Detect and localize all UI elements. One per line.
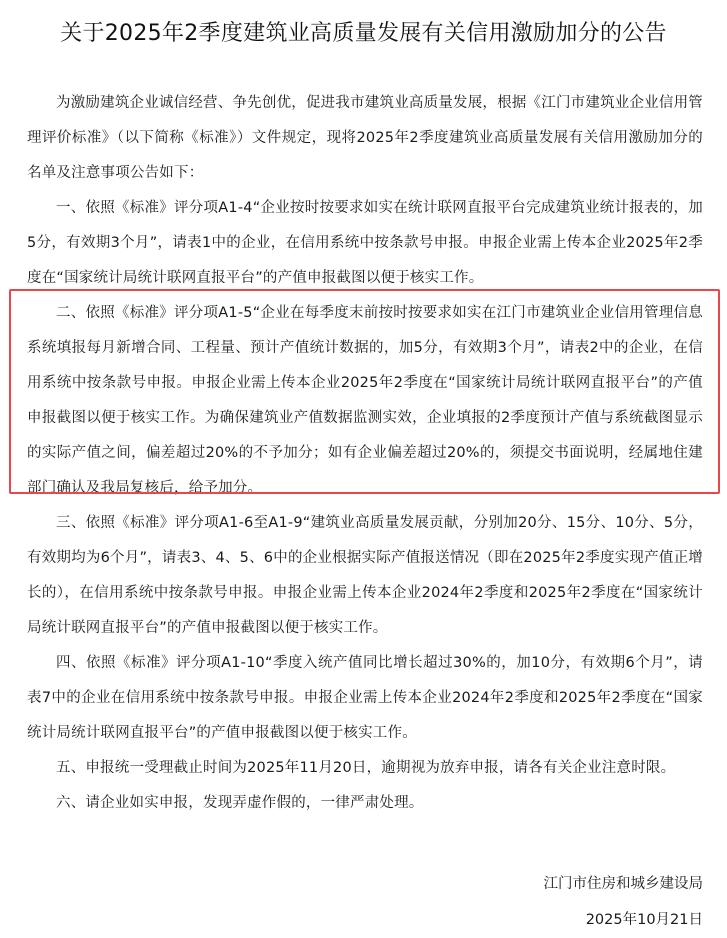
- intro-paragraph: 为激励建筑企业诚信经营、争先创优，促进我市建筑业高质量发展，根据《江门市建筑业企业信用管理评价标准》（以下简称《标准》）文件规定，现将2025年2季度建筑业高质量发展有关信用激励加分的名单及注意事项公告如下：: [27, 95, 703, 181]
- announcement-body: [27, 86, 703, 821]
- item-3-paragraph: 三、依照《标准》评分项A1-6至A1-9“建筑业高质量发展贡献，分别加20分、15分、10分、5分，有效期均为6个月”，请表3、4、5、6中的企业根据实际产值报送情况（即在2025年2季度实现产值正增长的），在信用系统中按条款号申报。申报企业需上传本企业2024年2季度和2025年2季度在“国家统计局统计联网直报平台”的产值申报截图以便于核实工作。: [27, 515, 703, 636]
- item-1-paragraph: 一、依照《标准》评分项A1-4“企业按时按要求如实在统计联网直报平台完成建筑业统计报表的，加5分，有效期3个月”，请表1中的企业，在信用系统中按条款号申报。申报企业需上传本企业2025年2季度在“国家统计局统计联网直报平台”的产值申报截图以便于核实工作。: [27, 200, 703, 286]
- issue-date: 2025年10月21日: [585, 912, 703, 928]
- item-6-paragraph: 六、请企业如实申报，发现弄虚作假的，一律严肃处理。: [56, 795, 424, 811]
- announcement-title: 关于2025年2季度建筑业高质量发展有关信用激励加分的公告: [60, 21, 667, 46]
- item-4-paragraph: 四、依照《标准》评分项A1-10“季度入统产值同比增长超过30%的，加10分，有效期6个月”，请表7中的企业在信用系统中按条款号申报。申报企业需上传本企业2024年2季度和2025年2季度在“国家统计局统计联网直报平台”的产值申报截图以便于核实工作。: [27, 655, 703, 741]
- item-2-paragraph: 二、依照《标准》评分项A1-5“企业在每季度末前按时按要求如实在江门市建筑业企业信用管理信息系统填报每月新增合同、工程量、预计产值统计数据的，加5分，有效期3个月”，请表2中的企业，在信用系统中按条款号申报。申报企业需上传本企业2025年2季度在“国家统计局统计联网直报平台”的产值申报截图以便于核实工作。为确保建筑业产值数据监测实效，企业填报的2季度预计产值与系统截图显示的实际产值之间，偏差超过20%的不予加分；如有企业偏差超过20%的，须提交书面说明，经属地住建部门确认及我局复核后，给予加分。: [27, 305, 703, 496]
- item-5-paragraph: 五、申报统一受理截止时间为2025年11月20日，逾期视为放弃申报，请各有关企业注意时限。: [56, 760, 676, 776]
- issuing-organization: 江门市住房和城乡建设局: [543, 876, 703, 892]
- signature-block: [544, 866, 704, 938]
